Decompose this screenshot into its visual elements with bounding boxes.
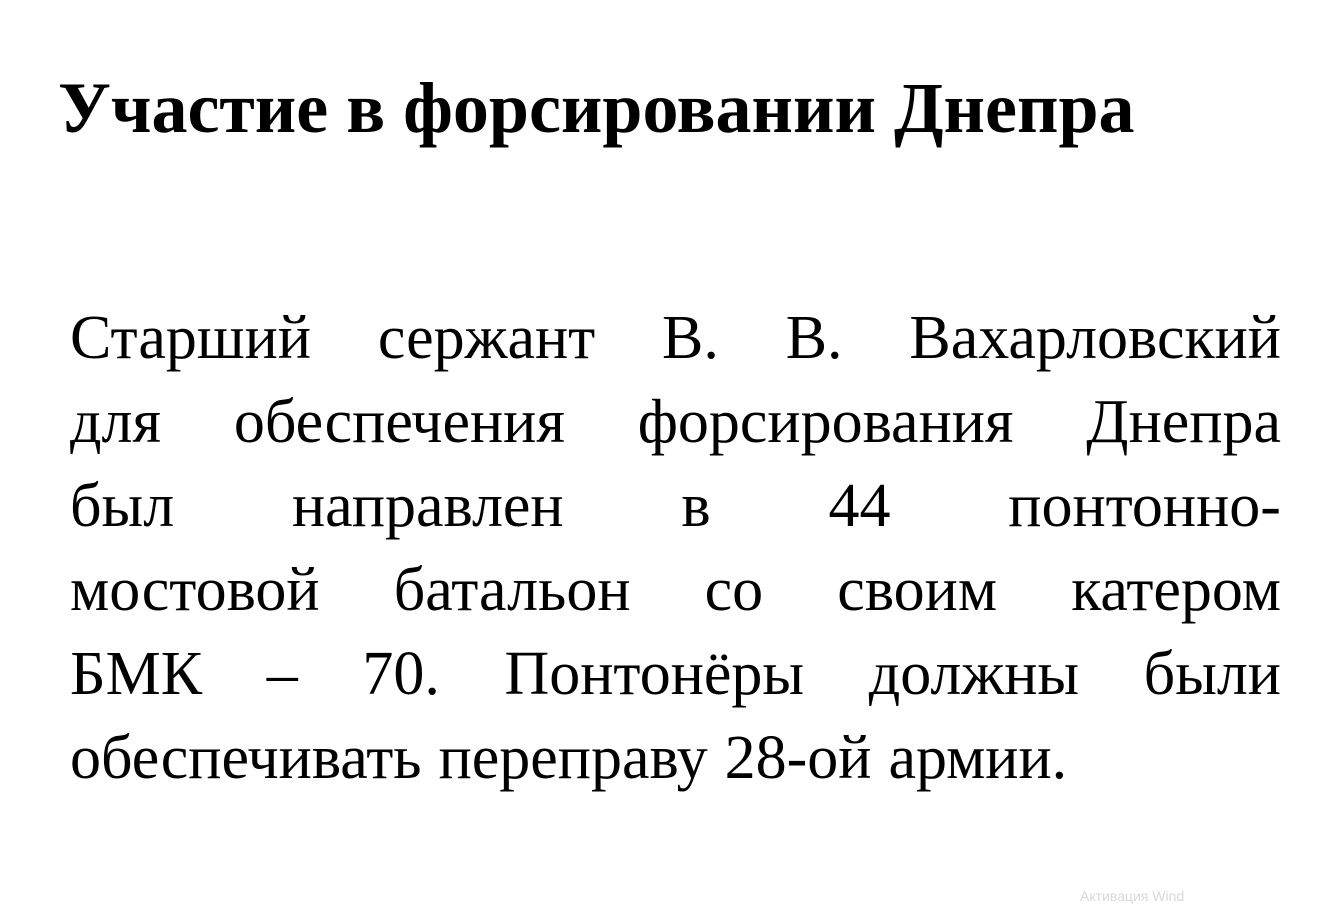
word: был	[70, 472, 175, 540]
word: были	[1143, 640, 1281, 708]
word: 44	[828, 472, 891, 540]
word: армии.	[888, 724, 1068, 792]
word: обеспечения	[233, 388, 565, 456]
word: Днепра	[1086, 388, 1281, 456]
word: форсирования	[637, 388, 1014, 456]
word: В.	[662, 304, 719, 372]
paragraph-line	[70, 632, 1281, 716]
word: 28-ой	[724, 724, 872, 792]
word: В.	[785, 304, 843, 372]
word: 70.	[362, 640, 440, 708]
word: в	[681, 472, 711, 540]
word: мостовой	[70, 556, 320, 624]
word: батальон	[393, 556, 631, 624]
slide-title: Участие в форсировании Днепра	[58, 68, 1135, 148]
word: обеспечивать	[70, 724, 422, 792]
paragraph-line	[70, 464, 1281, 548]
slide-body-text	[70, 296, 1281, 800]
word: Понтонёры	[504, 640, 805, 708]
word: –	[266, 640, 298, 708]
word: Вахарловский	[909, 304, 1281, 372]
paragraph-line	[70, 380, 1281, 464]
activation-watermark: Активация Wind	[1080, 888, 1185, 904]
word: направлен	[291, 472, 564, 540]
word: сержант	[377, 304, 596, 372]
word: Старший	[70, 304, 312, 372]
word: своим	[837, 556, 998, 624]
word: БМК	[70, 640, 203, 708]
word: переправу	[438, 724, 708, 792]
word: со	[704, 556, 764, 624]
paragraph-line	[70, 548, 1281, 632]
word: должны	[868, 640, 1080, 708]
word: катером	[1071, 556, 1281, 624]
word: понтонно-	[1008, 472, 1281, 540]
paragraph-line	[70, 716, 1281, 800]
word: для	[70, 388, 162, 456]
paragraph-line	[70, 296, 1281, 380]
